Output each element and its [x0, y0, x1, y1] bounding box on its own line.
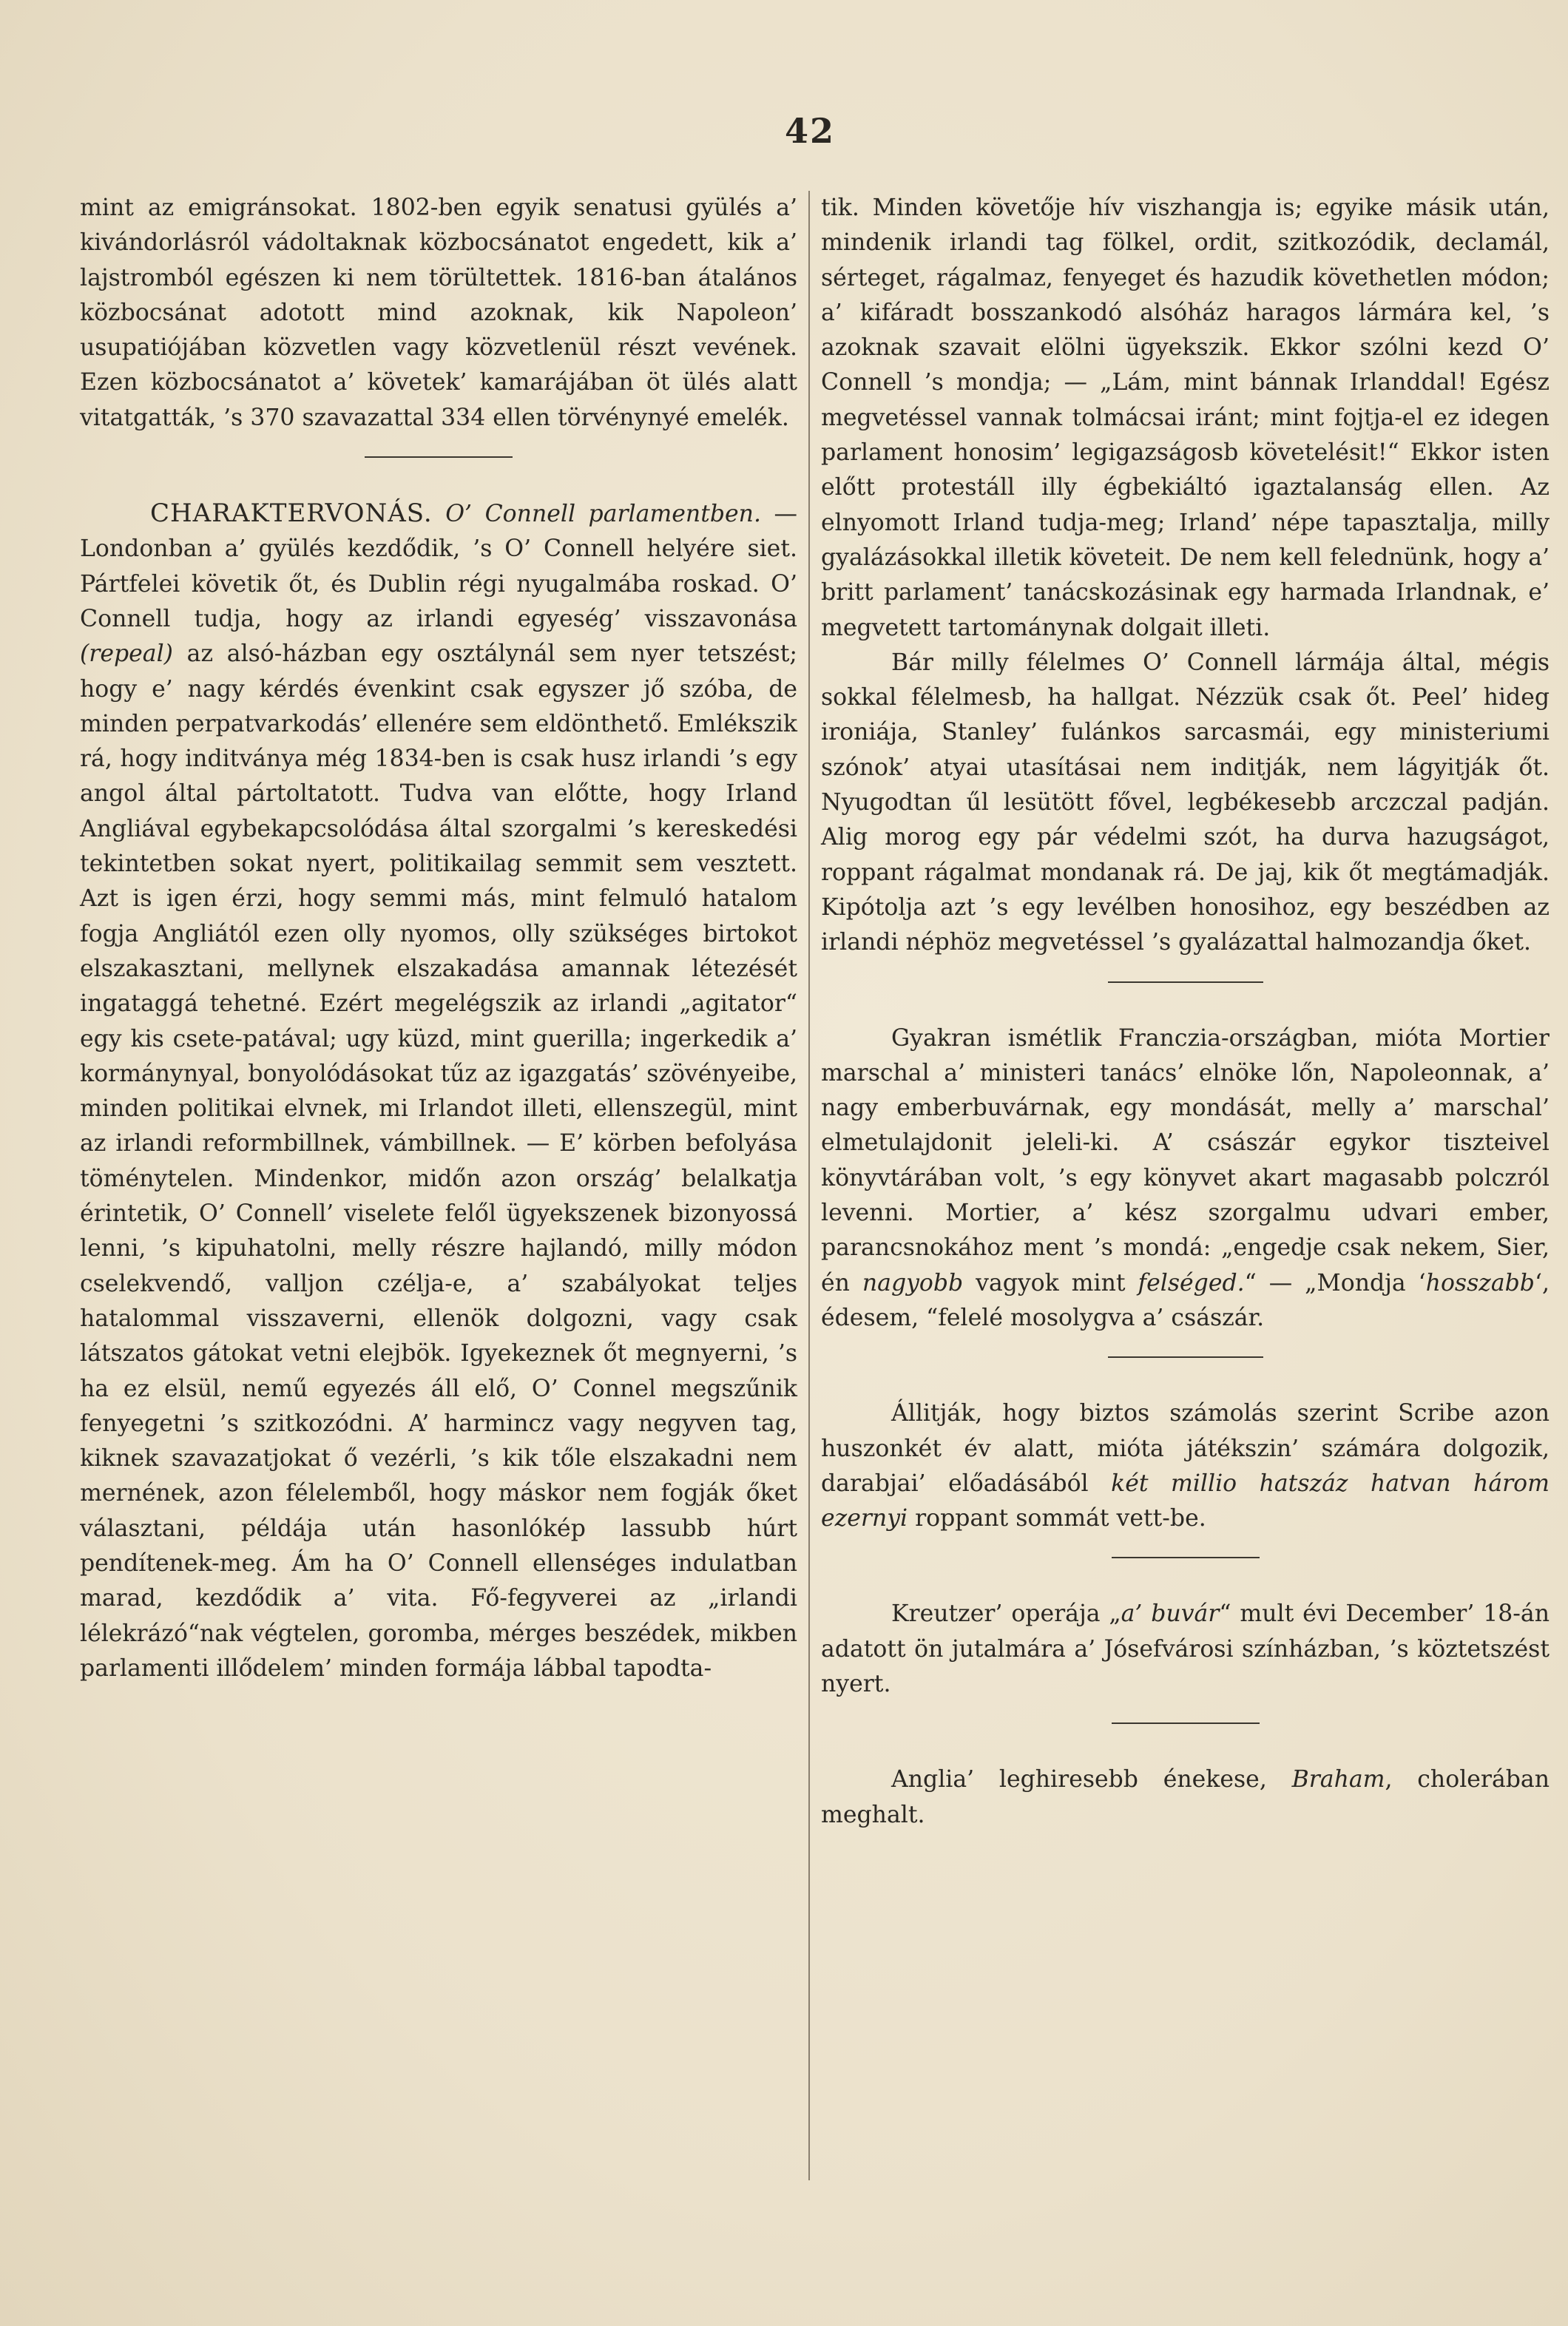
section-rule	[1112, 1722, 1260, 1724]
italic-opera-title: a’ buvár	[1121, 1600, 1220, 1628]
paragraph-scribe	[821, 1396, 1550, 1536]
paragraph-text: Gyakran ismétlik Franczia-országban, mióta Mortier marschal a’ ministeri tanács’ elnöke lőn, Napoleonnak, a’ nagy emberbuvárnak, egy mondását, melly a’ marschal’ elmetulajdonit jeleli-ki. A’ császár egykor tiszteivel könyvtárában volt, ’s egy könyvet akart magasabb polczról levenni. Mortier, a’ kész szorgalmu udvari ember, parancsnokához ment ’s mondá: „engedje csak nekem, Sier, én	[821, 1024, 1550, 1296]
repeal-term: (repeal)	[80, 640, 173, 668]
left-column	[80, 191, 797, 1686]
column-divider	[808, 191, 810, 2180]
section-rule	[1112, 1557, 1260, 1558]
paragraph-text: Állitják, hogy biztos számolás szerint Scribe azon huszonkét év alatt, mióta játékszin’ számára dolgozik, darabjai’ előadásából	[821, 1400, 1550, 1497]
paragraph-oconnell	[80, 496, 797, 1686]
paragraph-kreutzer	[821, 1597, 1550, 1702]
paragraph-text: “ mult évi December’ 18-án adatott ön jutalmára a’ Jósefvárosi színházban, ’s köztetszést nyert.	[821, 1600, 1550, 1697]
section-rule	[1108, 1356, 1263, 1358]
paragraph-text: roppant sommát vett-be.	[908, 1505, 1206, 1532]
paragraph-silence: Bár milly félelmes O’ Connell lármája által, mégis sokkal félelmesb, ha hallgat. Nézzük csak őt. Peel’ hideg ironiája, Stanley’ fulánkos sarcasmái, egy ministeriumi szónok’ atyai utasításai nem inditják, nem lágyitják őt. Nyugodtan űl lesütött fővel, legbékesebb arczczal padján. Alig morog egy pár védelmi szót, ha durva hazugságot, roppant rágalmat mondanak rá. De jaj, kik őt megtámadják. Kipótolja azt ’s egy levélben honosihoz, egy beszédben az irlandi néphöz megvetéssel ’s gyalázattal halmozandja őket.	[821, 649, 1550, 956]
paragraph-amnesty: mint az emigránsokat. 1802-ben egyik senatusi gyülés a’ kivándorlásról vádoltaknak közbocsánatot engedett, kik a’ lajstromból egészen ki nem törültettek. 1816-ban átalános közbocsánat adotott mind azoknak, kik Napoleon’ usupatiójában közvetlen vagy közvetlenül részt vevének. Ezen közbocsánatot a’ követek’ kamarájában öt ülés alatt vitatgatták, ’s 370 szavazattal 334 ellen törvénynyé emelék.	[80, 195, 797, 431]
paragraph-text: Anglia’ leghiresebb énekese,	[891, 1766, 1292, 1793]
paragraph-text: “ — „Mondja ‘	[1244, 1269, 1426, 1296]
italic-name: Braham	[1291, 1766, 1385, 1793]
page-number: 42	[784, 111, 835, 151]
section-rule	[365, 456, 513, 458]
paragraph-continuation: tik. Minden követője hív viszhangja is; egyike másik után, mindenik irlandi tag fölkel, ordit, szitkozódik, declamál, sérteget, rágalmaz, fenyeget és hazudik követhetlen módon; a’ kifáradt bosszankodó alsóház haragos lármára kel, ’s azoknak szavait elölni ügyekszik. Ekkor szólni kezd O’ Connell ’s mondja; — „Lám, mint bánnak Irlanddal! Egész megvetéssel vannak tolmácsai iránt; mint fojtja-el ez idegen parlament honosim’ legigazságosb követelésit!“ Ekkor isten előtt protestáll illy égbekiáltó igaztalanság ellen. Az elnyomott Irland tudja-meg; Irland’ népe tapasztalja, milly gyalázásokkal illetik követeit. De nem kell felednünk, hogy a’ britt parlament’ tanácskozásinak egy harmada Irlandnak, e’ megvetett tartománynak dolgait illeti.	[821, 195, 1550, 641]
paragraph-text: vagyok mint	[963, 1269, 1138, 1296]
italic-amount: két millio hatszáz hatvan három ezernyi	[821, 1470, 1550, 1532]
paragraph-text: Kreutzer’ operája „	[891, 1600, 1121, 1628]
italic-felseged: felséged.	[1138, 1269, 1245, 1296]
section-rule	[1108, 981, 1263, 983]
right-column	[821, 191, 1550, 1833]
paragraph-text: , cholerában meghalt.	[821, 1766, 1550, 1828]
section-heading: CHARAKTERVONÁS.	[150, 498, 433, 529]
italic-hosszabb: hosszabb	[1425, 1269, 1535, 1296]
paragraph-mortier	[821, 1021, 1550, 1336]
italic-nagyobb: nagyobb	[862, 1269, 964, 1296]
paragraph-text: ‘, édesem, “felelé mosolygva a’ császár.	[821, 1269, 1550, 1331]
paragraph-text: — Londonban a’ gyülés kezdődik, ’s O’ Connell helyére siet. Pártfelei követik őt, és Dublin régi nyugalmába roskad. O’ Connell tudja, hogy az irlandi egyeség’ visszavonása	[80, 501, 797, 632]
section-title: O’ Connell parlamentben.	[445, 501, 761, 528]
paragraph-braham	[821, 1762, 1550, 1833]
paragraph-text: az alsó-házban egy osztálynál sem nyer tetszést; hogy e’ nagy kérdés évenkint csak egyszer jő szóba, de minden perpatvarkodás’ ellenére sem eldönthető. Emlékszik rá, hogy inditványa még 1834-ben is csak husz irlandi ’s egy angol által pártoltatott. Tudva van előtte, hogy Irland Angliával egybekapcsolódása által szorgalmi ’s kereskedési tekintetben sokat nyert, politikailag semmit sem vesztett. Azt is igen érzi, hogy semmi más, mint felmuló hatalom fogja Angliától ezen olly nyomos, olly szükséges birtokot elszakasztani, mellynek elszakadása amannak létezését ingataggá tehetné. Ezért megelégszik az irlandi „agitator“ egy kis csete-patával; ugy küzd, mint guerilla; ingerkedik a’ kormánynyal, bonyolódásokat tűz az igazgatás’ szövényeibe, minden politikai elvnek, mi Irlandot illeti, ellenszegül, mint az irlandi reformbillnek, vámbillnek. — E’ körben befolyása töménytelen. Mindenkor, midőn azon ország’ belalkatja érintetik, O’ Connell’ viselete felől ügyekszenek bizonyossá lenni, ’s kipuhatolni, melly részre hajlandó, milly módon cselekvendő, valljon czélja-e, a’ szabályokat teljes hatalommal visszaverni, ellenök dolgozni, vagy csak látszatos gátokat vetni elejbök. Igyekeznek őt megnyerni, ’s ha ez elsül, nemű egyezés áll elő, O’ Connel megszűnik fenyegetni ’s szitkozódni. A’ harmincz vagy negyven tag, kiknek szavazatjokat ő vezérli, ’s kik tőle elszakadni nem mernének, azon félelemből, hogy máskor nem fogják őket választani, példája után hasonlókép lassubb húrt pendítenek-meg. Ám ha O’ Connell ellenséges indulatban marad, kezdődik a’ vita. Fő-fegyverei az „irlandi lélekrázó“nak végtelen, goromba, mérges beszédek, mikben parlamenti illődelem’ minden formája lábbal tapodta-	[80, 640, 797, 1682]
